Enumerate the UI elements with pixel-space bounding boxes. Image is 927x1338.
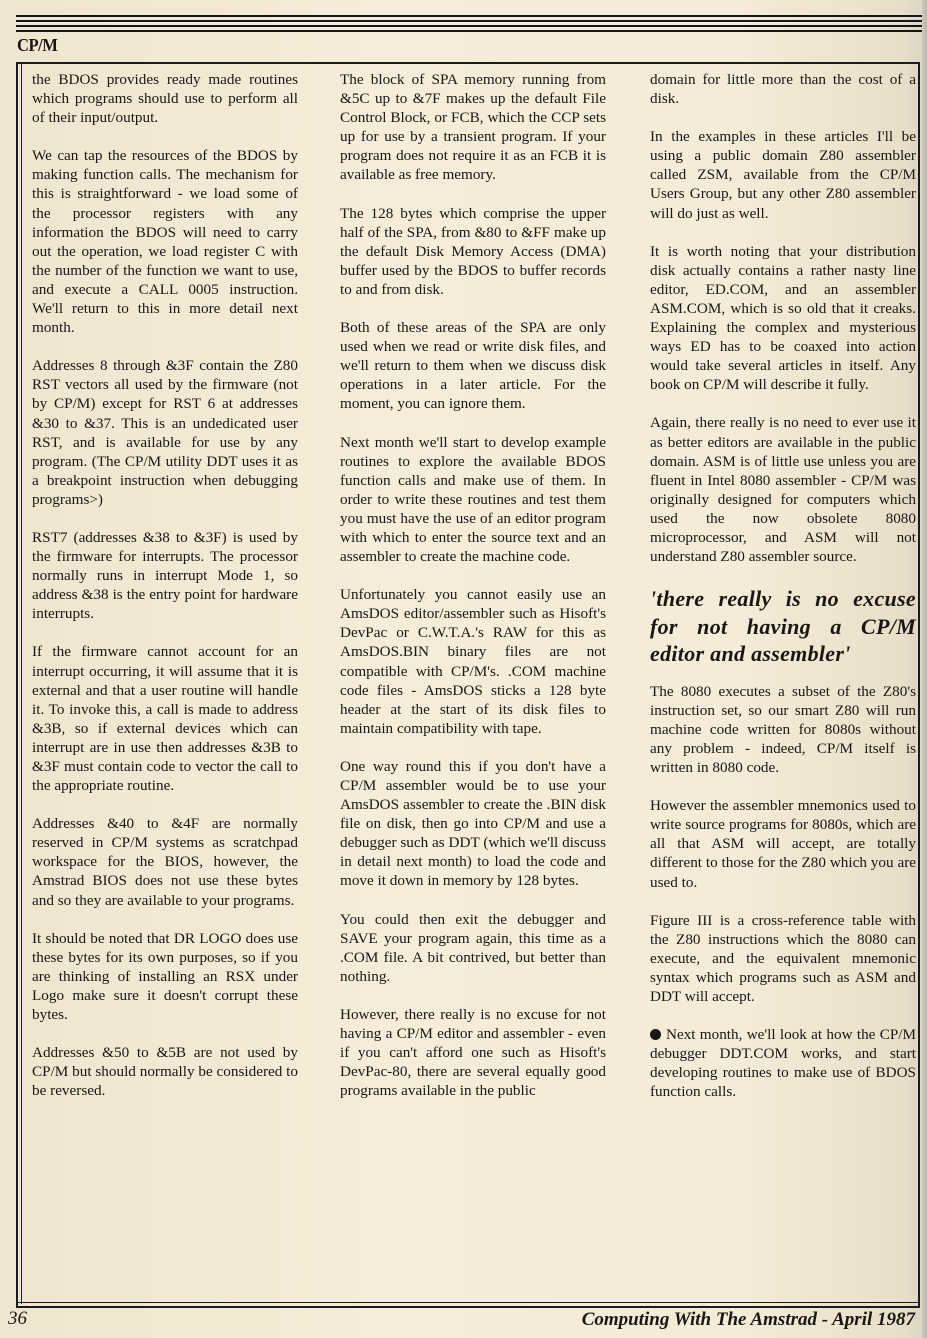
paragraph: However, there really is no excuse for not having a CP/M editor and assembler - even if you can't afford one such as Hisoft's DevPac-80, there are several equally good programs available in the public <box>340 1005 606 1100</box>
paragraph: Both of these areas of the SPA are only used when we read or write disk files, and we'll return to them when we discuss disk operations in a later article. For the moment, you can ignore them. <box>340 319 606 413</box>
pull-quote: 'there really is no excuse for not having a CP/M editor and assembler' <box>650 586 916 667</box>
column-1 <box>32 70 298 1119</box>
paragraph: It is worth noting that your distribution disk actually contains a rather nasty line editor, ED.COM, and an assembler ASM.COM, which is so old that it creaks. Explaining the complex and mysterious ways ED has to be coaxed into action would take several articles in itself. Any book on CP/M will describe it fully. <box>650 242 916 394</box>
paragraph: It should be noted that DR LOGO does use these bytes for its own purposes, so if you are thinking of installing an RSX under Logo make sure it doesn't corrupt these bytes. <box>32 929 298 1024</box>
paragraph: The 8080 executes a subset of the Z80's instruction set, so our smart Z80 will run machine code written for 8080s without any problem - indeed, CP/M itself is written in 8080 code. <box>650 682 916 777</box>
paragraph: However the assembler mnemonics used to write source programs for 8080s, which are all that ASM will accept, are totally different to those for the Z80 which you are used to. <box>650 797 916 891</box>
paragraph: One way round this if you don't have a CP/M assembler would be to use your AmsDOS assembler to create the .BIN disk file on disk, then go into CP/M and use a debugger such as DDT (which we'll discuss in detail next month) to load the code and move it down in memory by 128 bytes. <box>340 757 606 890</box>
header-rule <box>16 15 927 32</box>
page-edge-shadow <box>922 0 927 1338</box>
paragraph: Addresses &40 to &4F are normally reserved in CP/M systems as scratchpad workspace for the BIOS, however, the Amstrad BIOS does not use these bytes and so they are available to your programs. <box>32 815 298 909</box>
paragraph: Next month we'll start to develop example routines to explore the available BDOS function calls and make use of them. In order to write these routines and test them you must have the use of an editor program with which to enter the source text and an assembler to create the machine code. <box>340 433 606 566</box>
paragraph: The block of SPA memory running from &5C up to &7F makes up the default File Control Block, or FCB, which the CCP sets up for use by a transient program. If your program does not require it as an FCB it is available as free memory. <box>340 71 606 184</box>
paragraph: You could then exit the debugger and SAVE your program again, this time as a .COM file. A bit contrived, but better than nothing. <box>340 910 606 985</box>
section-label: CP/M <box>17 35 58 55</box>
closing-note-text: Next month, we'll look at how the CP/M debugger DDT.COM works, and start developing routines to make use of BDOS function calls. <box>650 1026 916 1101</box>
paragraph: Addresses &50 to &5B are not used by CP/M but should normally be considered to be reversed. <box>32 1044 298 1100</box>
paragraph: Unfortunately you cannot easily use an AmsDOS editor/assembler such as Hisoft's DevPac or C.W.T.A.'s RAW for this as AmsDOS.BIN binary files are not compatible with CP/M's. .COM machine code files - AmsDOS sticks a 128 byte header at the start of its disk files to maintain compatibility with tape. <box>340 586 606 737</box>
column-3 <box>650 70 916 1120</box>
paragraph: Addresses 8 through &3F contain the Z80 RST vectors all used by the firmware (not by CP/M) except for RST 6 at addresses &30 to &37. This is an undedicated user RST, and is available for use by any program. (The CP/M utility DDT uses it as a breakpoint instruction when debugging programs>) <box>32 357 298 508</box>
publication-credit: Computing With The Amstrad - April 1987 <box>581 1309 915 1330</box>
paragraph: Again, there really is no need to ever use it as better editors are available in the public domain. ASM is of little use unless you are fluent in Intel 8080 assembler - CP/M was originally designed for computers which used the now obsolete 8080 microprocessor, and ASM will not understand Z80 assembler source. <box>650 414 916 566</box>
paragraph: Figure III is a cross-reference table with the Z80 instructions which the 8080 can execute, and the equivalent mnemonic syntax which programs such as ASM and DDT will accept. <box>650 911 916 1005</box>
page-number: 36 <box>8 1308 27 1329</box>
paragraph: If the firmware cannot account for an interrupt occurring, it will assume that it is external and that a user routine will handle it. To invoke this, a call is made to address &3B, so if external devices which can interrupt are in use then addresses &3B to &3F must contain code to vector the call to the appropriate routine. <box>32 643 298 795</box>
paragraph: We can tap the resources of the BDOS by making function calls. The mechanism for this is straightforward - we load some of the processor registers with any information the BDOS will need to carry out the operation, we load register C with the number of the function we want to use, and execute a CALL 0005 instruction. We'll return to this in more detail next month. <box>32 147 298 337</box>
paragraph: domain for little more than the cost of a disk. <box>650 71 916 108</box>
column-2 <box>340 70 606 1119</box>
paragraph: In the examples in these articles I'll be using a public domain Z80 assembler called ZSM, available from the CP/M Users Group, but any other Z80 assembler will do just as well. <box>650 128 916 222</box>
paragraph: the BDOS provides ready made routines which programs should use to perform all of their input/output. <box>32 71 298 127</box>
bullet-icon <box>650 1029 661 1040</box>
closing-note <box>650 1025 916 1101</box>
paragraph: The 128 bytes which comprise the upper half of the SPA, from &80 to &FF make up the default Disk Memory Access (DMA) buffer used by the BDOS to buffer records to and from disk. <box>340 204 606 298</box>
paragraph: RST7 (addresses &38 to &3F) is used by the firmware for interrupts. The processor normally runs in interrupt Mode 1, so address &38 is the entry point for hardware interrupts. <box>32 528 298 623</box>
